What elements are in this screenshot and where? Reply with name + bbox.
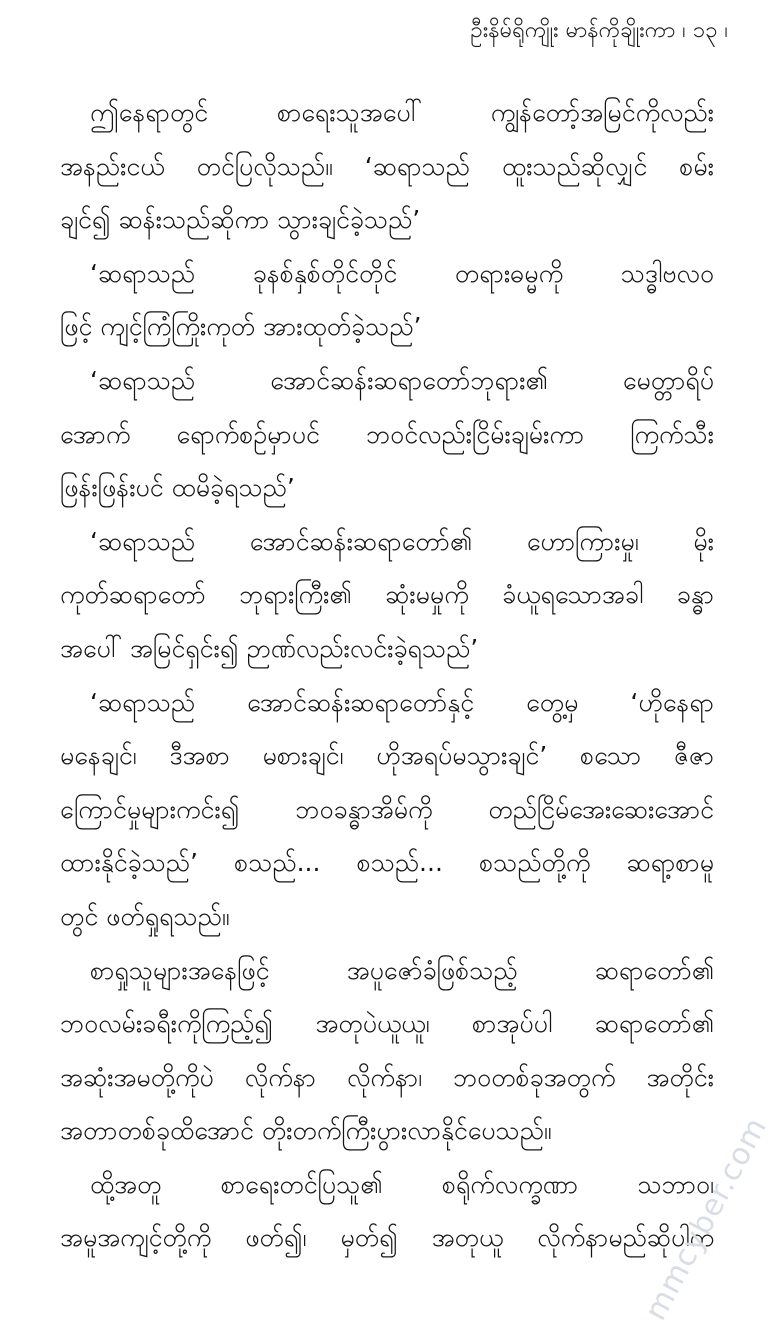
paragraph-1-line-2: အနည်းငယ် တင်ပြလိုသည်။ ‘ဆရာသည် ထူးသည်ဆိုလျှင် စမ်း	[60, 151, 714, 181]
watermark: mmcyber.com	[637, 1111, 774, 1326]
paragraph-4-line-3: အပေါ် အမြင်ရှင်း၍ ဉာဏ်လည်းလင်းခဲ့ရသည်’	[60, 633, 479, 663]
paragraph-7-line-1: ထို့အတူ စာရေးတင်ပြသူ၏ စရိုက်လက္ခဏာ သဘာဝ၊	[90, 1169, 714, 1199]
running-header: ဦးနိမ်ရိုကျိုး မာန်ကိုချိုးကာ ၊ ၁၃ ၊	[470, 18, 728, 43]
paragraph-1-line-1: ဤနေရာတွင် စာရေးသူအပေါ် ကျွန်တော့်အမြင်ကိုလည်း	[90, 98, 714, 127]
paragraph-7-line-2: အမူအကျင့်တို့ကို ဖတ်၍၊ မှတ်၍ အတုယူ လိုက်နာမည်ဆိုပါက	[60, 1223, 714, 1253]
paragraph-3-line-3: ဖြန်းဖြန်းပင် ထမိခဲ့ရသည်’	[60, 473, 295, 503]
paragraph-5-line-2: မနေချင်၊ ဒီအစာ မစားချင်၊ ဟိုအရပ်မသွားချင်’ စသော ဇီဇာ	[60, 741, 714, 771]
paragraph-5-line-4: ထားနိုင်ခဲ့သည်’ စသည်... စသည်... စသည်တို့ကို ဆရာ့စာမူ	[60, 848, 714, 878]
paragraph-2-line-1: ‘ဆရာသည် ခုနစ်နှစ်တိုင်တိုင် တရားဓမ္မကို သဒ္ဓါဗလဝ	[90, 258, 714, 288]
paragraph-5-line-1: ‘ဆရာသည် အောင်ဆန်းဆရာတော်နှင့် တွေ့မှ ‘ဟိုနေရာ	[90, 687, 714, 717]
paragraph-1-line-3: ချင်၍ ဆန်းသည်ဆိုကာ သွားချင်ခဲ့သည်’	[60, 205, 421, 235]
body-text	[60, 86, 714, 1265]
paragraph-5-line-3: ကြောင်မှုများကင်း၍ ဘဝခန္ဓာအိမ်ကို တည်ငြိမ်အေးဆေးအောင်	[60, 794, 714, 824]
paragraph-3-line-1: ‘ဆရာသည် အောင်ဆန်းဆရာတော်ဘုရား၏ မေတ္တာရိပ်	[90, 365, 714, 395]
paragraph-4-line-2: ကုတ်ဆရာတော် ဘုရားကြီး၏ ဆုံးမမှုကို ခံယူရသောအခါ ခန္ဓာ	[60, 580, 714, 610]
paragraph-6-line-2: ဘဝလမ်းခရီးကိုကြည့်၍ အတုပဲယူယူ၊ စာအုပ်ပါ ဆရာတော်၏	[60, 1009, 714, 1039]
paragraph-6-line-3: အဆုံးအမတို့ကိုပဲ လိုက်နာ လိုက်နာ၊ ဘဝတစ်ခုအတွက် အတိုင်း	[60, 1062, 714, 1092]
paragraph-6-line-1: စာရှုသူများအနေဖြင့် အပူဇော်ခံဖြစ်သည့် ဆရာတော်၏	[90, 955, 714, 985]
paragraph-5-line-5: တွင် ဖတ်ရှုရသည်။	[60, 901, 230, 931]
paragraph-6-line-4: အတာတစ်ခုထိအောင် တိုးတက်ကြီးပွားလာနိုင်ပေသည်။	[60, 1116, 552, 1146]
paragraph-3-line-2: အောက် ရောက်စဉ်မှာပင် ဘဝင်လည်းငြိမ်းချမ်းကာ ကြက်သီး	[60, 419, 714, 449]
paragraph-4-line-1: ‘ဆရာသည် အောင်ဆန်းဆရာတော်၏ ဟောကြားမှု၊ မိုး	[90, 526, 714, 556]
paragraph-2-line-2: ဖြင့် ကျင့်ကြံကြိုးကုတ် အားထုတ်ခဲ့သည်’	[60, 312, 422, 342]
